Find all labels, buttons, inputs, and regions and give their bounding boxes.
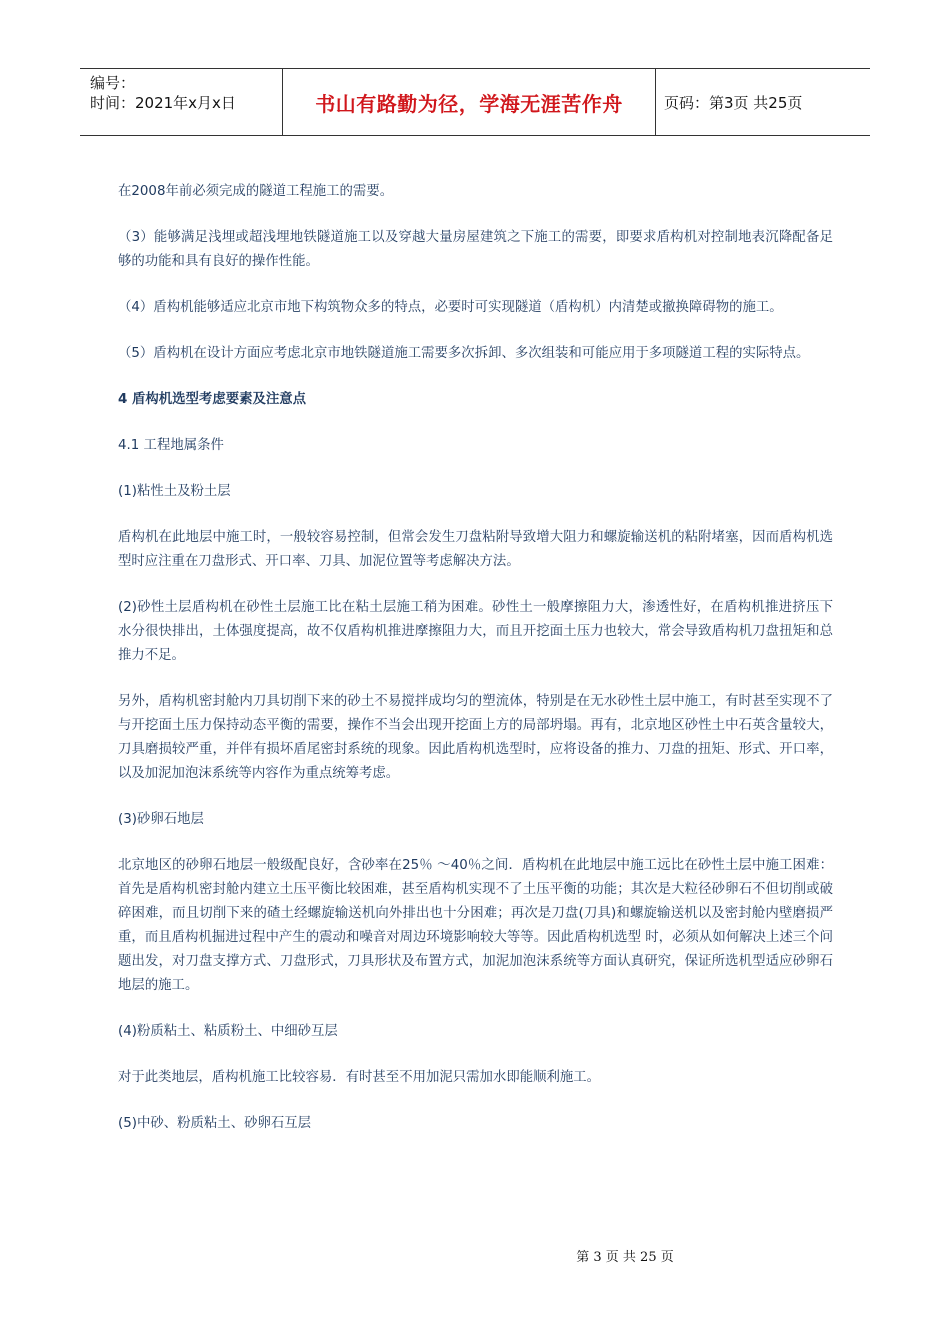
body-paragraph: （5）盾构机在设计方面应考虑北京市地铁隧道施工需要多次拆卸、多次组装和可能应用于多项隧道工程的实际特点。 bbox=[118, 346, 810, 361]
item-heading: (4)粉质粘土、粘质粉土、中细砂互层 bbox=[118, 1024, 338, 1039]
item-heading: (3)砂卵石地层 bbox=[118, 812, 204, 827]
header-page-info-cell bbox=[656, 69, 870, 135]
header-meta bbox=[80, 69, 283, 135]
body-paragraph: 对于此类地层，盾构机施工比较容易．有时甚至不用加泥只需加水即能顺利施工。 bbox=[118, 1070, 601, 1085]
body-paragraph: （4）盾构机能够适应北京市地下构筑物众多的特点，必要时可实现隧道（盾构机）内清楚或撤换障碍物的施工。 bbox=[118, 300, 783, 315]
page-footer bbox=[0, 1246, 950, 1265]
document-time-label: 时间：2021年x月x日 bbox=[90, 94, 236, 112]
body-paragraph: (2)砂性土层盾构机在砂性土层施工比在粘土层施工稍为困难。砂性土一般摩擦阻力大，渗透性好，在盾构机推进挤压下水分很快排出，土体强度提高，故不仅盾构机推进摩擦阻力大，而且开挖面土压力也较大，常会导致盾构机刀盘扭矩和总推力不足。 bbox=[118, 600, 833, 663]
page-header bbox=[80, 68, 870, 136]
section-heading: 4 盾构机选型考虑要素及注意点 bbox=[118, 392, 307, 407]
document-body bbox=[118, 180, 833, 1158]
header-page-info: 页码：第3页 共25页 bbox=[664, 93, 803, 112]
item-heading: (5)中砂、粉质粘土、砂卵石互层 bbox=[118, 1116, 312, 1131]
body-paragraph: 北京地区的砂卵石地层一般级配良好，含砂率在25％ ～40％之间．盾构机在此地层中施工远比在砂性土层中施工困难：首先是盾构机密封舱内建立土压平衡比较困难，甚至盾构机实现不了土压平衡的功能；其次是大粒径砂卵石不但切削或破碎困难，而且切削下来的碴土经螺旋输送机向外排出也十分困难；再次是刀盘(刀具)和螺旋输送机以及密封舱内壁磨损严重，而且盾构机掘进过程中产生的震动和噪音对周边环境影响较大等等。因此盾构机选型 时，必须从如何解决上述三个问题出发，对刀盘支撑方式、刀盘形式，刀具形状及布置方式，加泥加泡沫系统等方面认真研究，保证所选机型适应砂卵石地层的施工。 bbox=[118, 858, 833, 993]
footer-page-number: 第 3 页 共 25 页 bbox=[576, 1250, 674, 1265]
header-motto: 书山有路勤为径，学海无涯苦作舟 bbox=[315, 91, 623, 116]
subsection-heading: 4.1 工程地属条件 bbox=[118, 438, 224, 453]
document-number-label: 编号： bbox=[90, 74, 136, 92]
item-heading: (1)粘性土及粉土层 bbox=[118, 484, 231, 499]
body-paragraph: 在2008年前必须完成的隧道工程施工的需要。 bbox=[118, 184, 394, 199]
body-paragraph: 另外，盾构机密封舱内刀具切削下来的砂土不易搅拌成均匀的塑流体，特别是在无水砂性土层中施工，有时甚至实现不了与开挖面土压力保持动态平衡的需要，操作不当会出现开挖面上方的局部坍塌。再有，北京地区砂性土中石英含量较大，刀具磨损较严重，并伴有损坏盾尾密封系统的现象。因此盾构机选型时，应将设备的推力、刀盘的扭矩、形式、开口率，以及加泥加泡沫系统等内容作为重点统筹考虑。 bbox=[118, 694, 833, 781]
header-motto-cell bbox=[283, 69, 656, 135]
body-paragraph: 盾构机在此地层中施工时，一般较容易控制，但常会发生刀盘粘附导致增大阻力和螺旋输送机的粘附堵塞，因而盾构机选型时应注重在刀盘形式、开口率、刀具、加泥位置等考虑解决方法。 bbox=[118, 530, 833, 569]
body-paragraph: （3）能够满足浅埋或超浅埋地铁隧道施工以及穿越大量房屋建筑之下施工的需要，即要求盾构机对控制地表沉降配备足够的功能和具有良好的操作性能。 bbox=[118, 230, 833, 269]
